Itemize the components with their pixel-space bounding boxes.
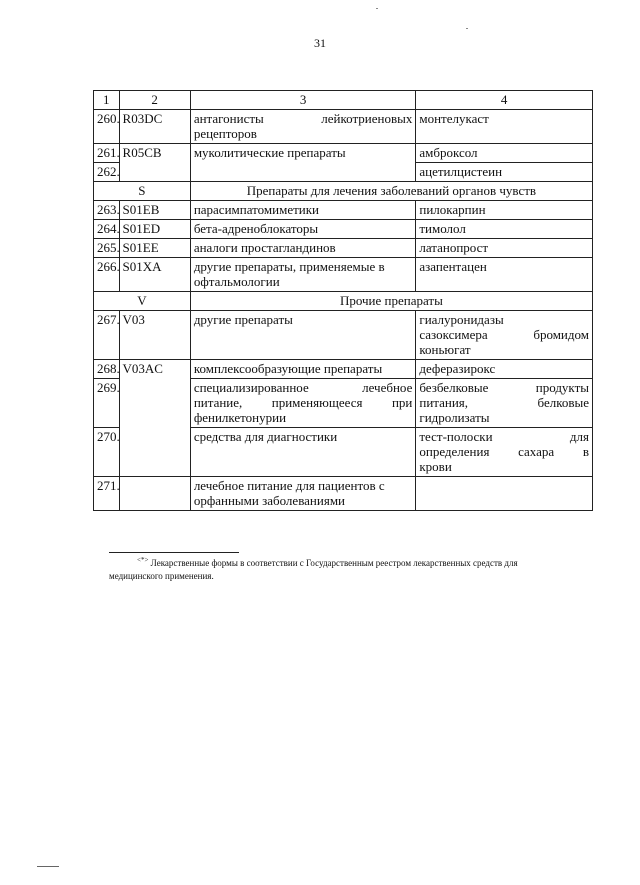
drug-group: парасимпатомиметики bbox=[190, 201, 416, 220]
section-row bbox=[94, 182, 593, 201]
drug-group bbox=[190, 163, 416, 182]
drug-text: для bbox=[569, 429, 589, 444]
drug-group bbox=[190, 477, 416, 511]
section-row bbox=[94, 292, 593, 311]
group-text: орфанными заболеваниями bbox=[193, 493, 346, 508]
row-number: 261. bbox=[94, 144, 120, 163]
table-row bbox=[94, 311, 593, 360]
row-number: 269. bbox=[94, 379, 120, 428]
drug-group: муколитические препараты bbox=[190, 144, 416, 163]
drug-text: коньюгат bbox=[419, 342, 471, 357]
table-row bbox=[94, 379, 593, 428]
row-number: 262. bbox=[94, 163, 120, 182]
atc-code: V03 bbox=[119, 311, 190, 360]
drug-text: крови bbox=[419, 459, 452, 474]
scan-speck bbox=[376, 8, 378, 9]
footnote-divider bbox=[109, 552, 239, 553]
drug-name: монтелукаст bbox=[416, 110, 593, 144]
section-code: V bbox=[94, 292, 191, 311]
group-text: антагонисты bbox=[193, 111, 264, 126]
atc-code: V03AC bbox=[119, 360, 190, 379]
scan-speck bbox=[466, 28, 468, 29]
drug-text: в bbox=[582, 444, 589, 459]
drug-text: безбелковые bbox=[419, 380, 489, 395]
section-code: S bbox=[94, 182, 191, 201]
table-row bbox=[94, 258, 593, 292]
drug-text: питания, bbox=[419, 395, 469, 410]
table-row bbox=[94, 163, 593, 182]
row-number: 271. bbox=[94, 477, 120, 511]
atc-code bbox=[119, 477, 190, 511]
drug-name bbox=[416, 477, 593, 511]
group-text: при bbox=[391, 395, 413, 410]
drug-text: продукты bbox=[535, 380, 589, 395]
table-row bbox=[94, 201, 593, 220]
group-text: лечебное bbox=[362, 380, 413, 395]
atc-code: S01EE bbox=[119, 239, 190, 258]
table-row bbox=[94, 110, 593, 144]
drug-list-table bbox=[93, 90, 593, 511]
group-text: лейкотриеновых bbox=[321, 111, 413, 126]
column-header: 3 bbox=[190, 91, 416, 110]
table-row bbox=[94, 360, 593, 379]
table-row bbox=[94, 477, 593, 511]
group-text: специализированное bbox=[193, 380, 309, 395]
atc-code bbox=[119, 379, 190, 428]
footnote bbox=[109, 554, 589, 583]
drug-name bbox=[416, 379, 593, 428]
column-header: 4 bbox=[416, 91, 593, 110]
group-text: рецепторов bbox=[193, 126, 257, 141]
atc-code bbox=[119, 163, 190, 182]
group-text: фенилкетонурии bbox=[193, 410, 287, 425]
page-number: 31 bbox=[314, 36, 326, 50]
group-text: питание, bbox=[193, 395, 243, 410]
section-title: Препараты для лечения заболеваний органов чувств bbox=[190, 182, 592, 201]
drug-group: другие препараты bbox=[190, 311, 416, 360]
drug-text: гиалуронидазы bbox=[419, 312, 504, 327]
footnote-text: Лекарственные формы в соответствии с Государственным реестром лекарственных средств для bbox=[150, 558, 518, 568]
group-text: другие препараты, применяемые в bbox=[193, 259, 385, 274]
footnote-mark: <*> bbox=[137, 556, 149, 564]
atc-code: R03DC bbox=[119, 110, 190, 144]
drug-group bbox=[190, 258, 416, 292]
drug-text: бромидом bbox=[533, 327, 589, 342]
row-number: 260. bbox=[94, 110, 120, 144]
group-text: лечебное питание для пациентов с bbox=[193, 478, 385, 493]
table-row bbox=[94, 144, 593, 163]
row-number: 265. bbox=[94, 239, 120, 258]
table-row bbox=[94, 220, 593, 239]
row-number: 267. bbox=[94, 311, 120, 360]
section-title: Прочие препараты bbox=[190, 292, 592, 311]
drug-group bbox=[190, 379, 416, 428]
table-row bbox=[94, 428, 593, 477]
atc-code bbox=[119, 428, 190, 477]
column-header: 2 bbox=[119, 91, 190, 110]
drug-name bbox=[416, 311, 593, 360]
row-number: 266. bbox=[94, 258, 120, 292]
drug-name: пилокарпин bbox=[416, 201, 593, 220]
footnote-text: медицинского применения. bbox=[109, 571, 214, 581]
drug-name: латанопрост bbox=[416, 239, 593, 258]
drug-group: бета-адреноблокаторы bbox=[190, 220, 416, 239]
drug-text: белковые bbox=[537, 395, 589, 410]
drug-group: комплексообразующие препараты bbox=[190, 360, 416, 379]
row-number: 270. bbox=[94, 428, 120, 477]
drug-group: аналоги простагландинов bbox=[190, 239, 416, 258]
row-number: 268. bbox=[94, 360, 120, 379]
atc-code: S01XA bbox=[119, 258, 190, 292]
table-row bbox=[94, 239, 593, 258]
drug-text: определения bbox=[419, 444, 490, 459]
drug-text: сахара bbox=[518, 444, 555, 459]
drug-name bbox=[416, 428, 593, 477]
group-text: применяющееся bbox=[271, 395, 363, 410]
scan-mark bbox=[37, 866, 59, 867]
drug-name: азапентацен bbox=[416, 258, 593, 292]
drug-text: сазоксимера bbox=[419, 327, 488, 342]
drug-name: ацетилцистеин bbox=[416, 163, 593, 182]
row-number: 263. bbox=[94, 201, 120, 220]
drug-name: тимолол bbox=[416, 220, 593, 239]
table-header-row bbox=[94, 91, 593, 110]
drug-name: амброксол bbox=[416, 144, 593, 163]
drug-group: средства для диагностики bbox=[190, 428, 416, 477]
row-number: 264. bbox=[94, 220, 120, 239]
atc-code: S01EB bbox=[119, 201, 190, 220]
column-header: 1 bbox=[94, 91, 120, 110]
drug-text: тест-полоски bbox=[419, 429, 493, 444]
atc-code: R05CB bbox=[119, 144, 190, 163]
drug-group bbox=[190, 110, 416, 144]
group-text: офтальмологии bbox=[193, 274, 280, 289]
atc-code: S01ED bbox=[119, 220, 190, 239]
drug-name: деферазирокс bbox=[416, 360, 593, 379]
drug-text: гидролизаты bbox=[419, 410, 490, 425]
